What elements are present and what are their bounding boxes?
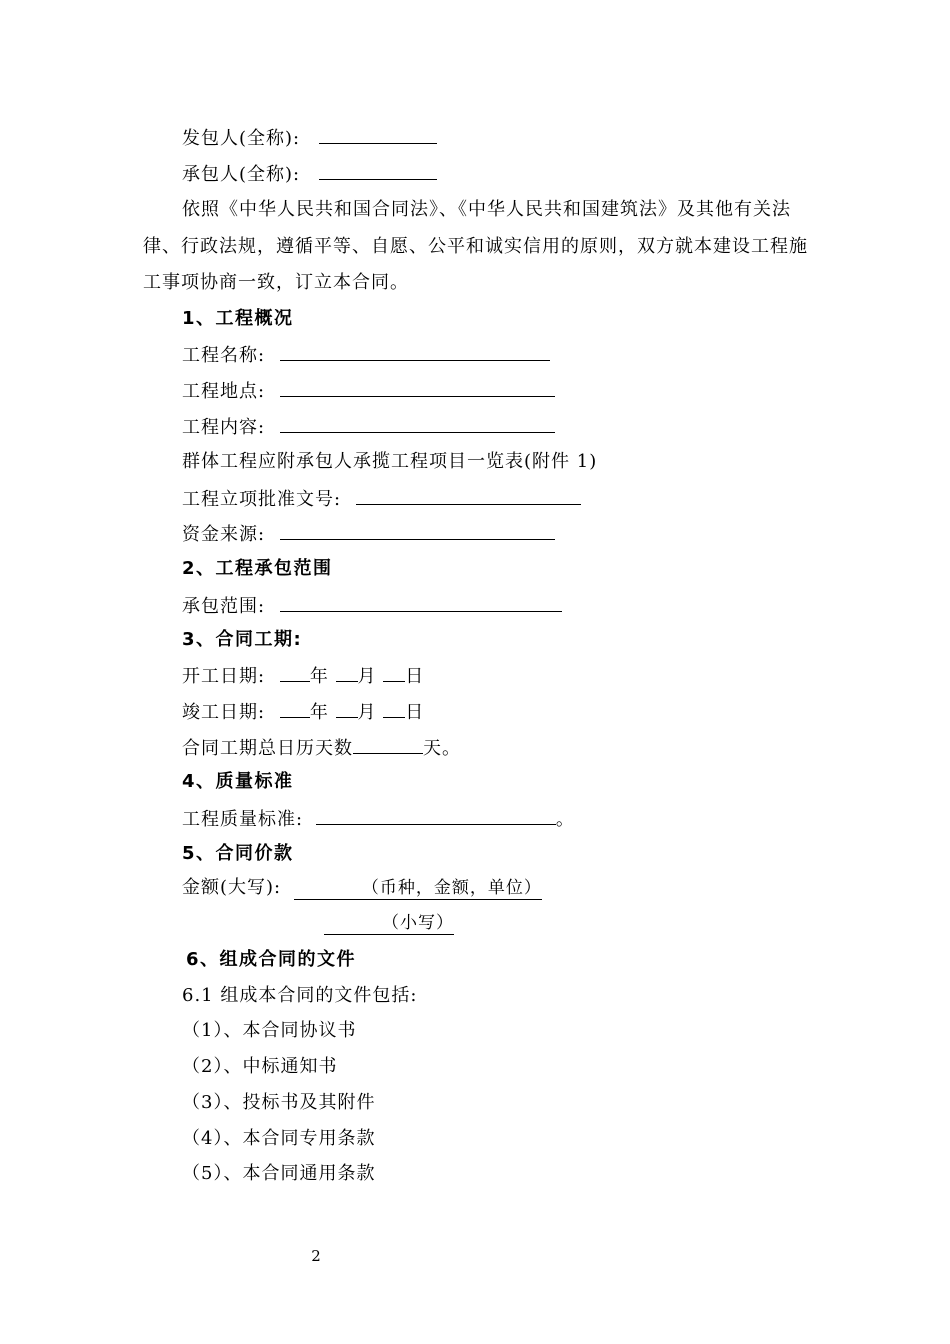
document-item: （1）、本合同协议书	[182, 1020, 357, 1041]
total-days-label: 合同工期总日历天数	[182, 738, 353, 759]
amount-lower-field[interactable]	[324, 912, 454, 935]
total-days-field[interactable]	[353, 735, 423, 754]
document-item: （3）、投标书及其附件	[182, 1092, 376, 1113]
employer-name-field[interactable]	[319, 125, 437, 144]
funding-source-line	[182, 521, 555, 547]
quality-label: 工程质量标准:	[182, 809, 304, 830]
page-number: 2	[311, 1247, 321, 1265]
start-day-unit: 日	[405, 666, 425, 687]
quality-field[interactable]	[316, 806, 556, 825]
scope-label: 承包范围:	[182, 596, 266, 617]
intro-line-1: 依照《中华人民共和国合同法》、《中华人民共和国建筑法》及其他有关法	[182, 199, 791, 220]
finish-year-unit: 年	[309, 702, 329, 723]
funding-source-field[interactable]	[280, 521, 555, 540]
finish-date-line	[182, 699, 424, 725]
amount-upper-field[interactable]	[294, 877, 542, 900]
section-6-heading: 6、组成合同的文件	[186, 949, 357, 970]
employer-line	[182, 125, 437, 151]
section-3-heading: 3、合同工期:	[182, 629, 303, 650]
intro-line-3: 工事项协商一致，订立本合同。	[143, 272, 409, 293]
group-project-note: 群体工程应附承包人承揽工程项目一览表(附件 1)	[182, 451, 598, 472]
project-site-line	[182, 378, 555, 404]
scope-line	[182, 593, 562, 619]
project-name-field[interactable]	[280, 342, 550, 361]
approval-number-line	[182, 486, 581, 512]
finish-date-label: 竣工日期:	[182, 702, 266, 723]
finish-year-field[interactable]	[280, 699, 310, 718]
start-day-field[interactable]	[383, 663, 405, 682]
start-month-field[interactable]	[336, 663, 358, 682]
quality-line	[182, 806, 575, 832]
amount-label: 金额(大写):	[182, 877, 282, 898]
finish-day-unit: 日	[405, 702, 425, 723]
project-site-label: 工程地点:	[182, 381, 266, 402]
start-year-field[interactable]	[280, 663, 310, 682]
project-site-field[interactable]	[280, 378, 555, 397]
start-date-line	[182, 663, 424, 689]
intro-line-2: 律、行政法规，遵循平等、自愿、公平和诚实信用的原则，双方就本建设工程施	[143, 236, 808, 257]
amount-upper-hint: （币种，金额，单位）	[361, 878, 542, 898]
approval-number-label: 工程立项批准文号:	[182, 489, 342, 510]
finish-month-unit: 月	[357, 702, 377, 723]
start-date-label: 开工日期:	[182, 666, 266, 687]
project-content-line	[182, 414, 555, 440]
contractor-line	[182, 161, 437, 187]
project-name-line	[182, 342, 550, 368]
amount-lower-line	[324, 911, 454, 935]
approval-number-field[interactable]	[356, 486, 581, 505]
project-content-label: 工程内容:	[182, 417, 266, 438]
project-name-label: 工程名称:	[182, 345, 266, 366]
quality-period: 。	[555, 809, 575, 830]
section-1-heading: 1、工程概况	[182, 308, 294, 329]
total-days-unit: 天。	[423, 738, 461, 759]
section-5-heading: 5、合同价款	[182, 843, 294, 864]
document-item: （4）、本合同专用条款	[182, 1128, 376, 1149]
amount-lower-hint: （小写）	[382, 913, 454, 933]
contractor-name-field[interactable]	[319, 161, 437, 180]
employer-label: 发包人(全称):	[182, 128, 301, 149]
finish-day-field[interactable]	[383, 699, 405, 718]
funding-source-label: 资金来源:	[182, 524, 266, 545]
document-item: （2）、中标通知书	[182, 1056, 338, 1077]
contractor-label: 承包人(全称):	[182, 164, 301, 185]
documents-intro: 6.1 组成本合同的文件包括:	[182, 985, 418, 1006]
start-month-unit: 月	[357, 666, 377, 687]
section-2-heading: 2、工程承包范围	[182, 558, 333, 579]
project-content-field[interactable]	[280, 414, 555, 433]
document-item: （5）、本合同通用条款	[182, 1163, 376, 1184]
start-year-unit: 年	[309, 666, 329, 687]
finish-month-field[interactable]	[336, 699, 358, 718]
scope-field[interactable]	[280, 593, 562, 612]
section-4-heading: 4、质量标准	[182, 771, 294, 792]
amount-upper-line	[182, 876, 542, 900]
total-days-line	[182, 735, 461, 761]
